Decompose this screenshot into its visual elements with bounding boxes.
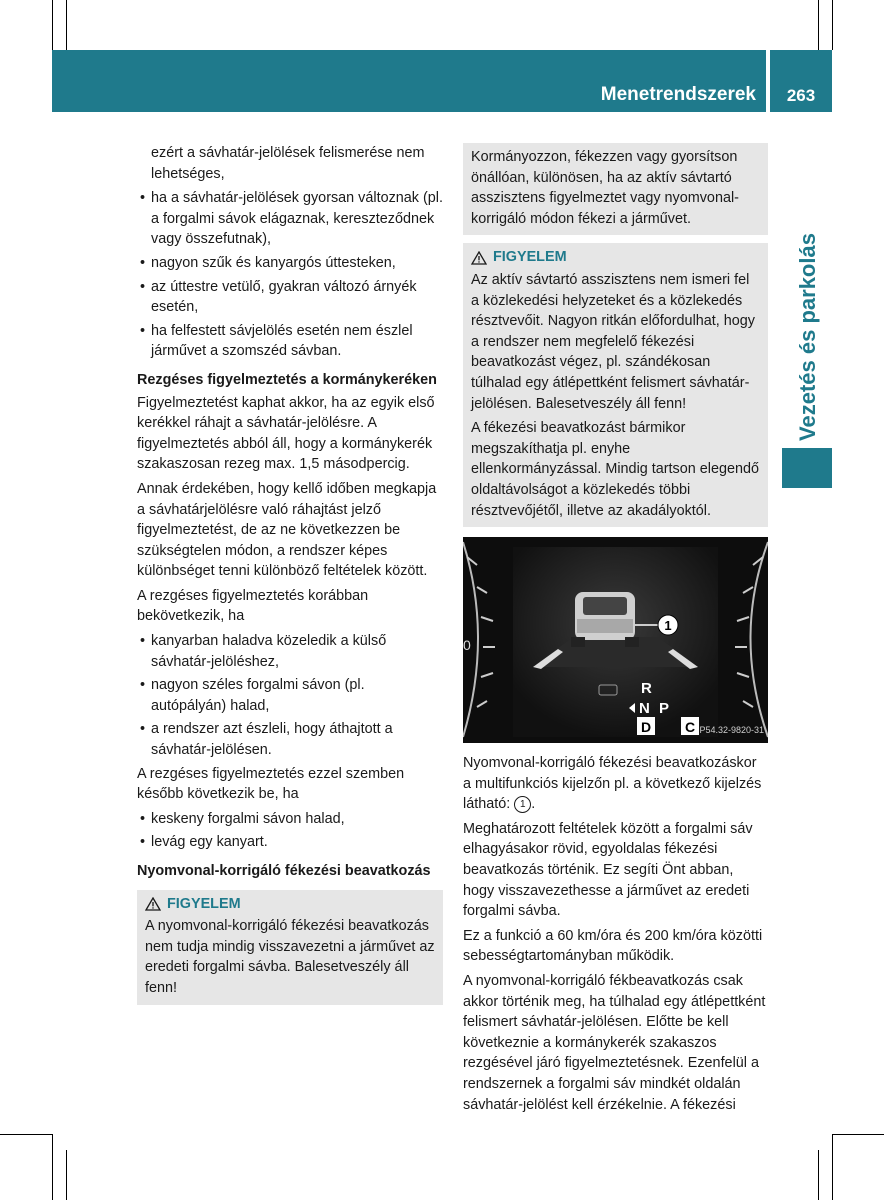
header-bar [52, 50, 766, 112]
crop-mark [818, 1150, 819, 1200]
paragraph: Meghatározott feltételek között a forgalmi sáv elhagyásakor rövid, egyoldalas fékezési beavatkozás történik. Ez segíti Önt abban, hogy visszavezethesse a járművet az eredeti forgalmi sávba. [463, 820, 753, 920]
bullet-icon: • [140, 278, 146, 295]
figure-code: P54.32-9820-31 [699, 724, 764, 735]
instrument-cluster-figure [463, 537, 768, 743]
list-item: • levág egy kanyart. [137, 832, 443, 853]
bullet-icon: • [140, 834, 146, 851]
warning-title: FIGYELEM [493, 249, 567, 266]
paragraph: A rezgéses figyelmeztetés ezzel szemben később következik be, ha [137, 765, 405, 803]
crop-mark [818, 0, 819, 50]
drive-mode: C [684, 719, 696, 736]
warning-title: FIGYELEM [167, 895, 241, 912]
warning-text: A fékezési beavatkozást bármikor megszakíthatja pl. enyhe ellenkormányzással. Mindig tartson elegendő oldaltávolságot a közlekedés többi résztvevőjétől, illetve az akadályoktól. [471, 420, 759, 519]
bullet-icon: • [140, 633, 146, 650]
heading-braking-intervention: Nyomvonal-korrigáló fékezési beavatkozás [137, 863, 431, 879]
bullet-icon: • [140, 677, 146, 694]
list-item: • nagyon széles forgalmi sávon (pl. autópályán) halad, [140, 677, 365, 714]
warning-triangle-icon [471, 251, 487, 265]
page-number: 263 [786, 86, 816, 105]
bullet-icon: • [140, 190, 146, 207]
crop-mark [832, 0, 833, 50]
crop-mark [0, 1134, 52, 1135]
crop-mark [832, 1134, 884, 1135]
warning-text: Az aktív sávtartó asszisztens nem ismeri fel a közlekedési helyzeteket és a közlekedés résztvevőit. Nagyon ritkán előfordulhat, hogy a rendszer nem megfelelő fékezési beavatkozást végez, pl. szándékosan túlhalad egy átlépettként felismert sávhatár-jelölésen. Balesetveszély áll fenn! [471, 271, 755, 412]
gear-n: N [639, 700, 650, 718]
gear-d: D [640, 719, 652, 736]
bullet-icon: • [140, 810, 146, 827]
list-item: • ha felfestett sávjelölés esetén nem észlel járművet a szomszéd sávban. [140, 322, 413, 360]
warning-text: A nyomvonal-korrigáló fékezési beavatkozás nem tudja mindig visszavezetni a járművet az eredeti forgalmi sávba. Balesetveszély áll fenn! [145, 918, 435, 996]
warning-box [137, 890, 443, 1005]
crop-mark [66, 0, 67, 50]
left-column [137, 143, 443, 1013]
warning-triangle-icon [145, 897, 161, 911]
bullet-list-conditions [137, 188, 443, 362]
paragraph: A nyomvonal-korrigáló fékbeavatkozás csak akkor történik meg, ha túlhalad egy átlépettként felismert sávhatár-jelölésen. Előtte be kell következnie a kormánykerék szakaszos rezgésével járó figyelmeztetésnek. Ezenfelül a rendszernek a forgalmi sáv mindkét oldalán sávhatár-jelölést kell érzékelnie. A fékezési [463, 973, 766, 1113]
bullet-icon: • [140, 721, 146, 738]
paragraph: Annak érdekében, hogy kellő időben megkapja a sávhatárjelölésre való ráhajtást jelző figyelmeztetést, de az ne következzen be szükségtelen módon, a rendszer képes különbséget tenni különböző feltételek között. [137, 480, 437, 580]
crop-mark [52, 0, 53, 50]
gauge-digit: 0 [463, 637, 471, 654]
paragraph: Nyomvonal-korrigáló fékezési beavatkozáskor a multifunkciós kijelzőn pl. a következő kijelzés látható: 1 . [463, 755, 762, 813]
side-tab-label [788, 232, 828, 442]
paragraph: A rezgéses figyelmeztetés korábban bekövetkezik, ha [137, 587, 369, 625]
reference-number: 1 [514, 796, 531, 813]
page-number-box [770, 50, 832, 112]
bullet-list-later [137, 809, 443, 853]
heading-vibration-warning: Rezgéses figyelmeztetés a kormánykeréken [137, 371, 437, 388]
list-item: • keskeny forgalmi sávon halad, [137, 809, 443, 830]
list-item: • a rendszer azt észleli, hogy áthajtott a sávhatár-jelölésen. [140, 721, 393, 759]
list-item: • ha a sávhatár-jelölések gyorsan változnak (pl. a forgalmi sávok elágaznak, kereszteződnek vagy összefutnak), [140, 190, 443, 248]
list-item: • kanyarban haladva közeledik a külső sávhatár-jelöléshez, [140, 633, 387, 670]
note-box [463, 143, 768, 235]
bullet-list-earlier [137, 631, 443, 761]
right-column [463, 143, 768, 1119]
crop-mark [832, 1134, 833, 1200]
side-tab-text: Vezetés és parkolás [795, 233, 820, 441]
paragraph: Figyelmeztetést kaphat akkor, ha az egyik első kerékkel ráhajt a sávhatár-jelölésre. A figyelmeztetés abból áll, hogy a kormánykerék szakaszosan rezeg max. 1,5 másodpercig. [137, 394, 435, 473]
note-text: Kormányozzon, fékezzen vagy gyorsítson önállóan, különösen, ha az aktív sávtartó asszisztens figyelmeztet vagy nyomvonal-korrigáló módon fékezi a járművet. [471, 149, 739, 227]
gear-r: R [641, 680, 652, 698]
callout-number: 1 [664, 618, 672, 634]
bullet-icon: • [140, 254, 146, 271]
warning-header [145, 894, 435, 915]
section-title: Menetrendszerek [600, 84, 756, 105]
warning-header [471, 247, 760, 268]
paragraph: Ez a funkció a 60 km/óra és 200 km/óra közötti sebességtartományban működik. [463, 927, 763, 965]
bullet-icon: • [140, 322, 146, 339]
warning-box [463, 243, 768, 527]
crop-mark [66, 1150, 67, 1200]
gear-p: P [659, 700, 670, 718]
instrument-cluster-illustration [463, 537, 768, 743]
list-item: • az úttestre vetülő, gyakran változó árnyék esetén, [140, 278, 417, 316]
list-item: • nagyon szűk és kanyargós úttesteken, [137, 253, 443, 274]
crop-mark [52, 1134, 53, 1200]
continued-text: ezért a sávhatár-jelölések felismerése nem lehetséges, [151, 145, 425, 182]
side-tab-marker [782, 448, 832, 488]
